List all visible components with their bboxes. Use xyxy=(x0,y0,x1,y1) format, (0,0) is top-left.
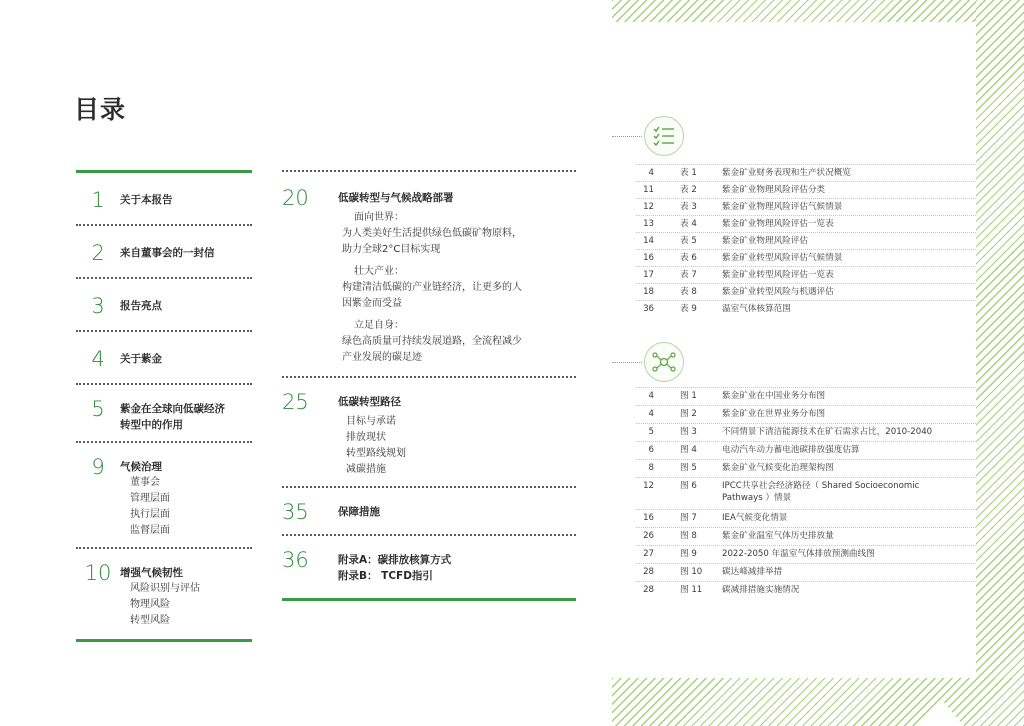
toc-subitem: 产业发展的碳足迹 xyxy=(342,352,422,363)
list-label: 图 4 xyxy=(680,445,697,455)
toc-heading: 关于本报告 xyxy=(120,194,173,206)
list-title xyxy=(722,269,962,281)
list-label: 图 3 xyxy=(680,427,697,437)
toc-subitem: 转型路线规划 xyxy=(346,448,406,459)
list-title xyxy=(722,548,962,560)
list-page-number: 13 xyxy=(643,219,654,229)
toc-subitem: 减碳措施 xyxy=(346,464,386,475)
list-title-line: 紫金矿业转型风险与机遇评估 xyxy=(722,287,834,297)
list-title-line: IPCC共享社会经济路径（ Shared Socioeconomic xyxy=(722,481,920,491)
list-page-number: 4 xyxy=(648,168,654,178)
list-title-line: 紫金矿业物理风险评估一览表 xyxy=(722,219,834,229)
list-title-line: 不同情景下清洁能源技术在矿石需求占比，2010-2040 xyxy=(722,427,933,437)
row-divider xyxy=(636,509,976,510)
list-label: 表 4 xyxy=(680,219,697,229)
column-bottom-rule xyxy=(76,639,252,642)
list-title-line: 温室气体核算范围 xyxy=(722,304,791,314)
toc-page-number: 2 xyxy=(91,241,105,265)
figure-list-item[interactable] xyxy=(636,530,962,542)
table-list-item[interactable] xyxy=(636,201,962,213)
bottom-notch xyxy=(920,700,964,726)
toc-entry[interactable] xyxy=(76,397,252,433)
toc-heading-line2: 附录B： TCFD指引 xyxy=(338,570,433,582)
list-page-number: 16 xyxy=(643,513,654,523)
figure-list-item[interactable] xyxy=(636,462,962,474)
list-label: 表 6 xyxy=(680,253,697,263)
list-title-line: IEA气候变化情景 xyxy=(722,513,788,523)
figure-list-item[interactable] xyxy=(636,584,962,596)
column-top-rule xyxy=(76,170,252,173)
list-label: 图 6 xyxy=(680,481,697,491)
toc-entry[interactable] xyxy=(282,500,576,524)
dotted-divider xyxy=(282,486,576,488)
toc-subitem: 壮大产业： xyxy=(354,266,404,277)
toc-page-number: 4 xyxy=(91,347,105,371)
toc-subitem: 转型风险 xyxy=(130,615,170,626)
figure-list-item[interactable] xyxy=(636,480,962,504)
toc-subitem: 为人类美好生活提供绿色低碳矿物原料， xyxy=(342,228,522,239)
row-divider xyxy=(636,387,976,388)
table-list-item[interactable] xyxy=(636,286,962,298)
list-title-line: 紫金矿业温室气体历史排放量 xyxy=(722,531,834,541)
list-title xyxy=(722,462,962,474)
list-title-line: 碳达峰减排举措 xyxy=(722,567,783,577)
table-list-item[interactable] xyxy=(636,303,962,315)
list-title xyxy=(722,167,962,179)
column-bottom-rule xyxy=(282,598,576,601)
toc-heading: 保障措施 xyxy=(338,506,380,518)
dotted-divider xyxy=(282,170,576,172)
list-label: 表 1 xyxy=(680,168,697,178)
list-label: 图 11 xyxy=(680,585,703,595)
dotted-divider xyxy=(282,376,576,378)
dotted-divider xyxy=(282,534,576,536)
list-label: 表 7 xyxy=(680,270,697,280)
toc-subitem: 因紫金而受益 xyxy=(342,298,402,309)
icon-connector xyxy=(612,136,642,137)
table-list-item[interactable] xyxy=(636,218,962,230)
row-divider xyxy=(636,164,976,165)
figure-list-item[interactable] xyxy=(636,390,962,402)
list-title xyxy=(722,480,962,504)
toc-heading: 增强气候韧性 xyxy=(120,567,183,579)
list-label: 表 8 xyxy=(680,287,697,297)
toc-heading: 低碳转型路径 xyxy=(338,396,401,408)
list-title-line: 紫金矿业物理风险评估分类 xyxy=(722,185,826,195)
toc-entry[interactable] xyxy=(76,241,252,265)
figure-list-item[interactable] xyxy=(636,512,962,524)
list-title xyxy=(722,566,962,578)
toc-subitem: 执行层面 xyxy=(130,509,170,520)
toc-heading: 附录A：碳排放核算方式 xyxy=(338,554,452,566)
toc-column-right xyxy=(282,170,576,601)
toc-heading: 紫金在全球向低碳经济 xyxy=(120,403,225,415)
toc-subitem: 面向世界： xyxy=(354,212,404,223)
toc-page-number: 10 xyxy=(84,561,112,585)
list-page-number: 12 xyxy=(643,202,654,212)
toc-entry[interactable] xyxy=(282,390,576,478)
toc-page-number: 3 xyxy=(91,294,105,318)
list-title-line: 紫金矿业在中国业务分布图 xyxy=(722,391,826,401)
list-page-number: 12 xyxy=(643,481,654,491)
list-label: 图 5 xyxy=(680,463,697,473)
figure-list-item[interactable] xyxy=(636,566,962,578)
row-divider xyxy=(636,441,976,442)
list-label: 图 1 xyxy=(680,391,697,401)
toc-subitem: 董事会 xyxy=(130,477,160,488)
list-page-number: 28 xyxy=(643,567,654,577)
row-divider xyxy=(636,283,976,284)
list-title-line: 紫金矿业转型风险评估气候情景 xyxy=(722,253,843,263)
toc-subitem: 风险识别与评估 xyxy=(130,583,200,594)
toc-page-number: 9 xyxy=(91,455,105,479)
dotted-divider xyxy=(76,277,252,279)
toc-page-number: 5 xyxy=(91,397,105,421)
list-title-line: 紫金矿业气候变化治理架构图 xyxy=(722,463,834,473)
figure-list-item[interactable] xyxy=(636,408,962,420)
row-divider xyxy=(636,249,976,250)
toc-heading: 来自董事会的一封信 xyxy=(120,247,215,259)
list-page-number: 28 xyxy=(643,585,654,595)
row-divider xyxy=(636,181,976,182)
toc-heading: 气候治理 xyxy=(120,461,162,473)
list-title xyxy=(722,584,962,596)
row-divider xyxy=(636,198,976,199)
dotted-divider xyxy=(76,224,252,226)
list-label: 图 9 xyxy=(680,549,697,559)
list-title xyxy=(722,235,962,247)
hatch-top-decoration xyxy=(612,0,1024,22)
row-divider xyxy=(636,405,976,406)
toc-subitem: 排放现状 xyxy=(346,432,386,443)
list-page-number: 18 xyxy=(643,287,654,297)
list-title xyxy=(722,426,962,438)
list-title xyxy=(722,408,962,420)
list-page-number: 17 xyxy=(643,270,654,280)
toc-page-number: 25 xyxy=(282,390,309,414)
row-divider xyxy=(636,423,976,424)
toc-page-number: 20 xyxy=(282,186,309,210)
list-page-number: 36 xyxy=(643,304,654,314)
toc-subitem: 物理风险 xyxy=(130,599,170,610)
list-label: 表 9 xyxy=(680,304,697,314)
list-label: 图 7 xyxy=(680,513,697,523)
list-label: 表 5 xyxy=(680,236,697,246)
list-title xyxy=(722,218,962,230)
list-page-number: 8 xyxy=(648,463,654,473)
dotted-divider xyxy=(76,547,252,549)
dotted-divider xyxy=(76,441,252,443)
list-title xyxy=(722,201,962,213)
dotted-divider xyxy=(76,383,252,385)
row-divider xyxy=(636,300,976,301)
network-icon xyxy=(644,342,684,382)
toc-entry[interactable] xyxy=(76,294,252,318)
list-title xyxy=(722,530,962,542)
toc-subitem: 立足自身： xyxy=(354,320,404,331)
list-page-number: 6 xyxy=(648,445,654,455)
hatch-right-decoration xyxy=(976,0,1024,726)
list-title xyxy=(722,303,962,315)
list-label: 图 10 xyxy=(680,567,703,577)
checklist-icon xyxy=(644,116,684,156)
toc-heading-line2: 转型中的作用 xyxy=(120,419,183,431)
row-divider xyxy=(636,581,976,582)
list-page-number: 26 xyxy=(643,531,654,541)
toc-column-left xyxy=(76,170,252,642)
table-list-item[interactable] xyxy=(636,235,962,247)
row-divider xyxy=(636,563,976,564)
toc-entry[interactable] xyxy=(282,186,576,366)
list-page-number: 5 xyxy=(648,427,654,437)
list-title-line: 碳减排措施实施情况 xyxy=(722,585,800,595)
toc-page-number: 1 xyxy=(91,188,105,212)
list-title-line: 紫金矿业物理风险评估 xyxy=(722,236,808,246)
figure-list-item[interactable] xyxy=(636,444,962,456)
list-label: 图 8 xyxy=(680,531,697,541)
list-label: 图 2 xyxy=(680,409,697,419)
row-divider xyxy=(636,215,976,216)
toc-subitem: 监督层面 xyxy=(130,525,170,536)
list-label: 表 2 xyxy=(680,185,697,195)
list-title xyxy=(722,390,962,402)
row-divider xyxy=(636,545,976,546)
list-page-number: 16 xyxy=(643,253,654,263)
list-title xyxy=(722,184,962,196)
table-list-item[interactable] xyxy=(636,252,962,264)
toc-entry[interactable] xyxy=(282,548,576,584)
toc-entry[interactable] xyxy=(76,347,252,371)
dotted-divider xyxy=(76,330,252,332)
icon-connector xyxy=(612,362,642,363)
list-title-line: 紫金矿业在世界业务分布图 xyxy=(722,409,826,419)
toc-entry[interactable] xyxy=(76,455,252,539)
page-title: 目录 xyxy=(74,95,127,124)
list-page-number: 4 xyxy=(648,409,654,419)
figure-list-item[interactable] xyxy=(636,548,962,560)
list-page-number: 11 xyxy=(643,185,654,195)
toc-page-number: 36 xyxy=(282,548,309,572)
toc-subitem: 构建清洁低碳的产业链经济，让更多的人 xyxy=(342,282,522,293)
row-divider xyxy=(636,477,976,478)
toc-entry[interactable] xyxy=(76,188,252,212)
figure-list-item[interactable] xyxy=(636,426,962,438)
row-divider xyxy=(636,527,976,528)
row-divider xyxy=(636,266,976,267)
toc-heading: 关于紫金 xyxy=(120,353,162,365)
toc-subitem: 管理层面 xyxy=(130,493,170,504)
toc-subitem: 绿色高质量可持续发展道路，全流程减少 xyxy=(342,336,522,347)
list-title-line: 紫金矿业财务表现和生产状况概览 xyxy=(722,168,851,178)
list-title xyxy=(722,286,962,298)
toc-entry[interactable] xyxy=(76,561,252,629)
row-divider xyxy=(636,459,976,460)
list-title-line: 2022-2050 年温室气体排放预测曲线图 xyxy=(722,549,875,559)
list-title xyxy=(722,512,962,524)
list-title-line: Pathways ）情景 xyxy=(722,493,792,503)
list-page-number: 14 xyxy=(643,236,654,246)
toc-heading: 低碳转型与气候战略部署 xyxy=(338,192,454,204)
table-list-item[interactable] xyxy=(636,269,962,281)
list-title-line: 紫金矿业物理风险评估气候情景 xyxy=(722,202,843,212)
list-label: 表 3 xyxy=(680,202,697,212)
table-list-item[interactable] xyxy=(636,167,962,179)
toc-heading: 报告亮点 xyxy=(120,300,162,312)
toc-subitem: 助力全球2°C目标实现 xyxy=(342,244,441,255)
toc-subitem: 目标与承诺 xyxy=(346,416,396,427)
list-title-line: 紫金矿业转型风险评估一览表 xyxy=(722,270,834,280)
table-list-item[interactable] xyxy=(636,184,962,196)
list-title-line: 电动汽车动力蓄电池碳排放强度估算 xyxy=(722,445,860,455)
list-title xyxy=(722,252,962,264)
toc-page-number: 35 xyxy=(282,500,309,524)
list-page-number: 4 xyxy=(648,391,654,401)
row-divider xyxy=(636,232,976,233)
list-page-number: 27 xyxy=(643,549,654,559)
list-title xyxy=(722,444,962,456)
